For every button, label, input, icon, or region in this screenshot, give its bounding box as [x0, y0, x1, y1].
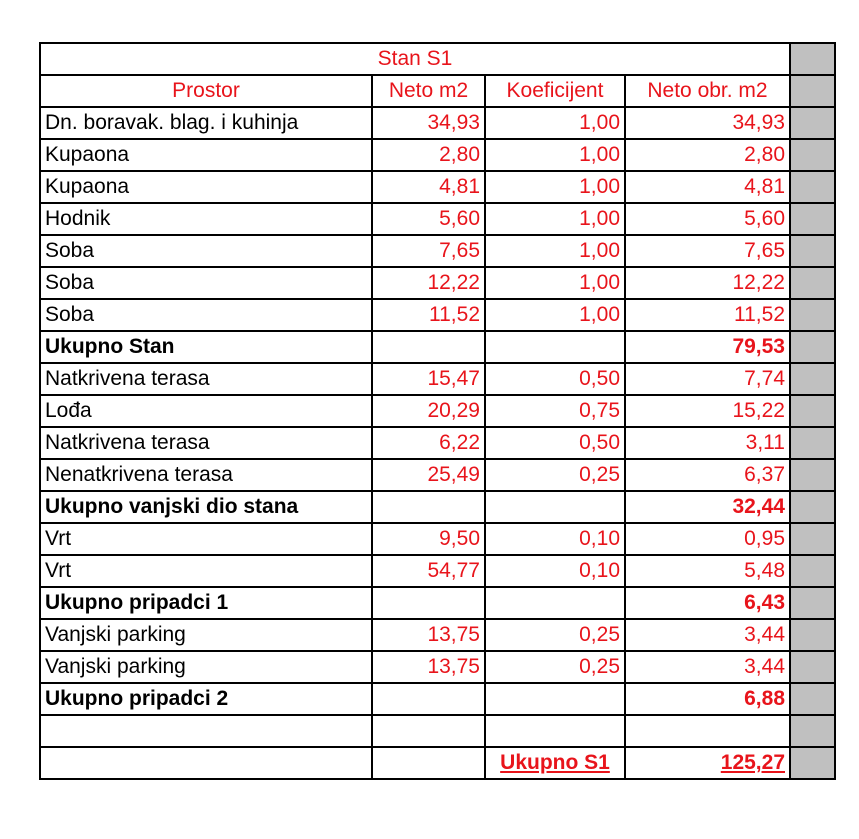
cell-neto-m2: 11,52	[372, 299, 485, 331]
cell-neto-m2: 4,81	[372, 171, 485, 203]
table-row	[40, 299, 835, 331]
cell-prostor: Vrt	[40, 555, 372, 587]
cell-koeficijent: 0,25	[485, 459, 625, 491]
grand-total-row	[40, 747, 835, 779]
side-gray-cell	[790, 427, 835, 459]
cell-neto-m2	[372, 715, 485, 747]
cell-neto-obr-m2: 12,22	[625, 267, 790, 299]
cell-neto-m2	[372, 331, 485, 363]
title-row	[40, 43, 835, 75]
cell-neto-m2	[372, 587, 485, 619]
table-row	[40, 267, 835, 299]
cell-koeficijent: 0,50	[485, 363, 625, 395]
cell-neto-obr-m2: 79,53	[625, 331, 790, 363]
table-row	[40, 139, 835, 171]
side-gray-cell	[790, 331, 835, 363]
cell-prostor: Nenatkrivena terasa	[40, 459, 372, 491]
cell-neto-m2: 5,60	[372, 203, 485, 235]
side-gray-cell	[790, 715, 835, 747]
table-row	[40, 107, 835, 139]
cell-prostor: Kupaona	[40, 139, 372, 171]
cell-neto-obr-m2: 3,44	[625, 619, 790, 651]
cell-koeficijent: 1,00	[485, 139, 625, 171]
cell-koeficijent: 0,25	[485, 651, 625, 683]
table-row	[40, 363, 835, 395]
header-neto-m2: Neto m2	[372, 75, 485, 107]
cell-neto-m2	[372, 683, 485, 715]
cell-koeficijent	[485, 587, 625, 619]
cell-neto-obr-m2: 6,43	[625, 587, 790, 619]
cell-neto-m2	[372, 491, 485, 523]
cell-neto-obr-m2: 6,88	[625, 683, 790, 715]
cell-neto-obr-m2: 3,11	[625, 427, 790, 459]
cell-neto-obr-m2: 0,95	[625, 523, 790, 555]
table-row	[40, 651, 835, 683]
cell-prostor: Ukupno pripadci 2	[40, 683, 372, 715]
cell-neto-m2: 9,50	[372, 523, 485, 555]
cell-neto-m2: 34,93	[372, 107, 485, 139]
side-gray-cell	[790, 75, 835, 107]
cell-prostor: Kupaona	[40, 171, 372, 203]
cell-prostor: Vanjski parking	[40, 619, 372, 651]
cell-koeficijent	[485, 331, 625, 363]
cell-neto-obr-m2: 3,44	[625, 651, 790, 683]
cell-neto-obr-m2: 7,65	[625, 235, 790, 267]
side-gray-cell	[790, 235, 835, 267]
cell-prostor: Vanjski parking	[40, 651, 372, 683]
subtotal-row	[40, 683, 835, 715]
side-gray-cell	[790, 395, 835, 427]
cell-neto-obr-m2: 15,22	[625, 395, 790, 427]
side-gray-cell	[790, 139, 835, 171]
side-gray-cell	[790, 107, 835, 139]
side-gray-cell	[790, 363, 835, 395]
side-gray-cell	[790, 619, 835, 651]
cell-prostor: Natkrivena terasa	[40, 363, 372, 395]
grand-total-value: 125,27	[625, 747, 790, 779]
spreadsheet	[39, 42, 836, 780]
side-gray-cell	[790, 651, 835, 683]
cell-prostor: Ukupno vanjski dio stana	[40, 491, 372, 523]
header-koeficijent: Koeficijent	[485, 75, 625, 107]
table-row	[40, 523, 835, 555]
cell-prostor	[40, 715, 372, 747]
cell-neto-m2: 20,29	[372, 395, 485, 427]
cell-koeficijent: 1,00	[485, 203, 625, 235]
cell-neto-m2: 25,49	[372, 459, 485, 491]
table-row	[40, 427, 835, 459]
cell-prostor: Natkrivena terasa	[40, 427, 372, 459]
cell-neto-obr-m2: 6,37	[625, 459, 790, 491]
table-row	[40, 395, 835, 427]
side-gray-cell	[790, 747, 835, 779]
cell-neto-obr-m2: 32,44	[625, 491, 790, 523]
cell-koeficijent	[485, 715, 625, 747]
cell-neto-m2: 7,65	[372, 235, 485, 267]
cell-neto-m2: 13,75	[372, 619, 485, 651]
cell-koeficijent: 1,00	[485, 299, 625, 331]
cell-prostor: Soba	[40, 235, 372, 267]
cell-prostor: Soba	[40, 299, 372, 331]
cell-koeficijent: 1,00	[485, 107, 625, 139]
cell-koeficijent: 0,50	[485, 427, 625, 459]
cell-neto-m2: 2,80	[372, 139, 485, 171]
cell-neto-m2: 12,22	[372, 267, 485, 299]
cell-neto-m2: 15,47	[372, 363, 485, 395]
cell-neto-m2: 13,75	[372, 651, 485, 683]
cell-koeficijent: 1,00	[485, 171, 625, 203]
cell-prostor: Soba	[40, 267, 372, 299]
cell-koeficijent: 0,75	[485, 395, 625, 427]
side-gray-cell	[790, 299, 835, 331]
cell-prostor: Lođa	[40, 395, 372, 427]
table-row	[40, 459, 835, 491]
side-gray-cell	[790, 587, 835, 619]
cell-prostor: Ukupno pripadci 1	[40, 587, 372, 619]
cell-prostor: Dn. boravak. blag. i kuhinja	[40, 107, 372, 139]
cell-koeficijent: 0,25	[485, 619, 625, 651]
cell-neto-obr-m2: 5,60	[625, 203, 790, 235]
cell-koeficijent	[485, 683, 625, 715]
side-gray-cell	[790, 43, 835, 75]
table-row	[40, 171, 835, 203]
table-row	[40, 203, 835, 235]
cell-koeficijent: 1,00	[485, 267, 625, 299]
grand-total-label: Ukupno S1	[485, 747, 625, 779]
cell-koeficijent: 0,10	[485, 523, 625, 555]
header-prostor: Prostor	[40, 75, 372, 107]
cell-neto-m2: 54,77	[372, 555, 485, 587]
cell-neto-obr-m2: 5,48	[625, 555, 790, 587]
cell-neto-obr-m2: 7,74	[625, 363, 790, 395]
table-title: Stan S1	[40, 43, 790, 75]
header-row	[40, 75, 835, 107]
table-body	[40, 43, 835, 779]
cell-neto-obr-m2: 11,52	[625, 299, 790, 331]
table-row	[40, 235, 835, 267]
cell-prostor: Vrt	[40, 523, 372, 555]
side-gray-cell	[790, 171, 835, 203]
cell-neto-obr-m2	[625, 715, 790, 747]
side-gray-cell	[790, 523, 835, 555]
side-gray-cell	[790, 555, 835, 587]
cell-neto-obr-m2: 4,81	[625, 171, 790, 203]
side-gray-cell	[790, 267, 835, 299]
area-table	[39, 42, 836, 780]
table-row	[40, 619, 835, 651]
cell-prostor: Hodnik	[40, 203, 372, 235]
table-row	[40, 715, 835, 747]
side-gray-cell	[790, 203, 835, 235]
side-gray-cell	[790, 683, 835, 715]
cell-neto-obr-m2: 2,80	[625, 139, 790, 171]
header-neto-obr-m2: Neto obr. m2	[625, 75, 790, 107]
cell-neto-obr-m2: 34,93	[625, 107, 790, 139]
side-gray-cell	[790, 459, 835, 491]
subtotal-row	[40, 491, 835, 523]
empty-cell	[40, 747, 372, 779]
cell-koeficijent: 1,00	[485, 235, 625, 267]
cell-neto-m2: 6,22	[372, 427, 485, 459]
cell-koeficijent: 0,10	[485, 555, 625, 587]
table-row	[40, 555, 835, 587]
cell-prostor: Ukupno Stan	[40, 331, 372, 363]
subtotal-row	[40, 331, 835, 363]
subtotal-row	[40, 587, 835, 619]
empty-cell	[372, 747, 485, 779]
cell-koeficijent	[485, 491, 625, 523]
side-gray-cell	[790, 491, 835, 523]
